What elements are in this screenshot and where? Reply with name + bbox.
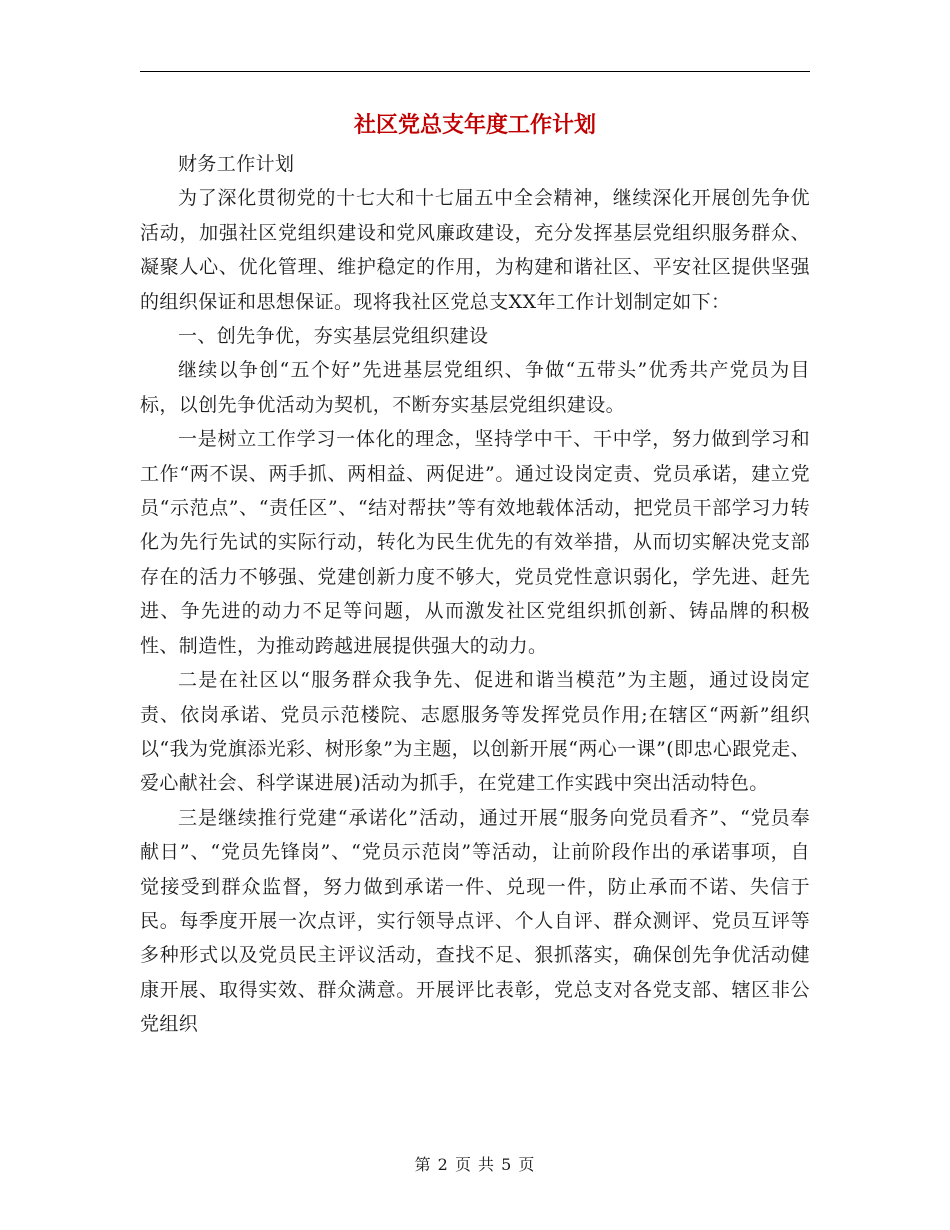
document-body: [140, 147, 810, 1042]
body-paragraph: 三是继续推行党建“承诺化”活动，通过开展“服务向党员看齐”、“党员奉献日”、“党员先锋岗”、“党员示范岗”等活动，让前阶段作出的承诺事项，自觉接受到群众监督，努力做到承诺一件、兑现一件，防止承而不诺、失信于民。每季度开展一次点评，实行领导点评、个人自评、群众测评、党员互评等多种形式以及党员民主评议活动，查找不足、狠抓落实，确保创先争优活动健康开展、取得实效、群众满意。开展评比表彰，党总支对各党支部、辖区非公党组织: [140, 806, 810, 1036]
header-rule: [140, 71, 810, 72]
body-paragraph: 继续以争创“五个好”先进基层党组织、争做“五带头”优秀共产党员为目标，以创先争优活动为契机，不断夯实基层党组织建设。: [140, 359, 810, 416]
document-title: 社区党总支年度工作计划: [353, 113, 596, 138]
body-paragraph: 一是树立工作学习一体化的理念，坚持学中干、干中学，努力做到学习和工作“两不误、两手抓、两相益、两促进”。通过设岗定责、党员承诺，建立党员“示范点”、“责任区”、“结对帮扶”等有效地载体活动，把党员干部学习力转化为先行先试的实际行动，转化为民生优先的有效举措，从而切实解决党支部存在的活力不够强、党建创新力度不够大，党员党性意识弱化，学先进、赶先进、争先进的动力不足等问题，从而激发社区党组织抓创新、铸品牌的积极性、制造性，为推动跨越进展提供强大的动力。: [140, 428, 810, 657]
body-paragraph: 二是在社区以“服务群众我争先、促进和谐当模范”为主题，通过设岗定责、依岗承诺、党员示范楼院、志愿服务等发挥党员作用;在辖区“两新”组织以“我为党旗添光彩、树形象”为主题，以创新开展“两心一课”(即忠心跟党走、爱心献社会、科学谋进展)活动为抓手，在党建工作实践中突出活动特色。: [140, 669, 810, 795]
page-number: 第 2 页 共 5 页: [414, 1155, 536, 1174]
section-heading: 一、创先争优，夯实基层党组织建设: [178, 325, 489, 348]
intro-paragraph: 为了深化贯彻党的十七大和十七届五中全会精神，继续深化开展创先争优活动，加强社区党组织建设和党风廉政建设，充分发挥基层党组织服务群众、凝聚人心、优化管理、维护稳定的作用，为构建和谐社区、平安社区提供坚强的组织保证和思想保证。现将我社区党总支XX年工作计划制定如下：: [140, 187, 810, 313]
section-subtitle: 财务工作计划: [178, 153, 295, 175]
